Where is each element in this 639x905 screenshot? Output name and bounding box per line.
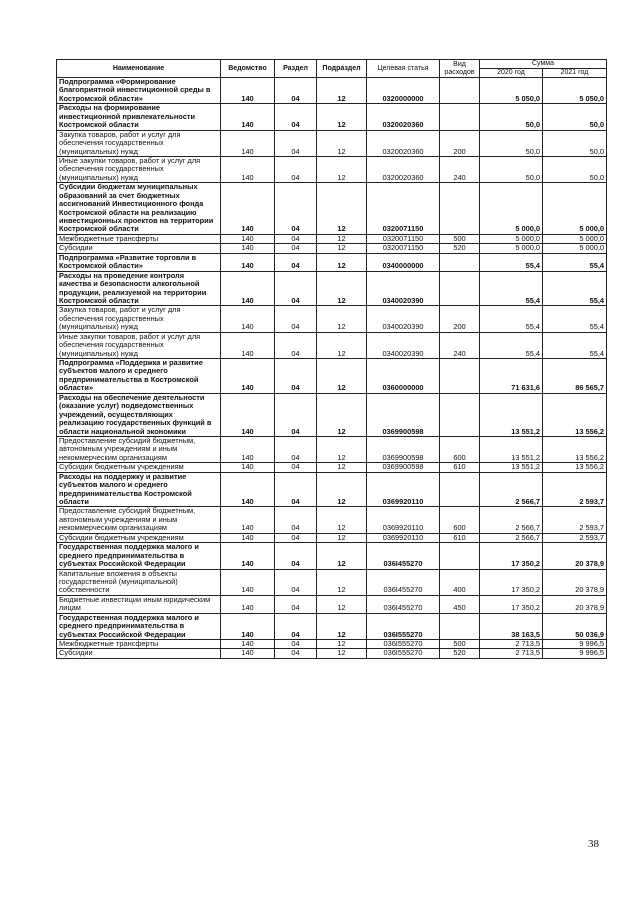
cell-sum-2021: 20 378,9 [543,543,607,569]
table-row [57,104,607,130]
cell-vedomstvo: 140 [221,595,275,613]
cell-podrazdel: 12 [317,507,367,533]
cell-vid: 500 [440,640,480,649]
cell-podrazdel: 12 [317,436,367,462]
cell-target: 0340000000 [367,253,440,271]
cell-vid: 400 [440,569,480,595]
cell-podrazdel: 12 [317,234,367,243]
cell-sum-2020: 55,4 [480,271,543,306]
cell-sum-2021: 2 593,7 [543,507,607,533]
cell-vid [440,543,480,569]
cell-podrazdel: 12 [317,306,367,332]
cell-name: Расходы на формирование инвестиционной привлекательности Костромской области [57,104,221,130]
cell-name: Субсидии бюджетным учреждениям [57,463,221,472]
cell-sum-2020: 5 050,0 [480,78,543,104]
cell-vid [440,393,480,436]
header-2021: 2021 год [543,69,607,78]
cell-target: 036I455270 [367,543,440,569]
cell-razdel: 04 [275,253,317,271]
cell-target: 0369920110 [367,472,440,507]
cell-razdel: 04 [275,183,317,235]
cell-razdel: 04 [275,507,317,533]
cell-target: 0369900598 [367,436,440,462]
cell-podrazdel: 12 [317,104,367,130]
table-row [57,613,607,639]
cell-vedomstvo: 140 [221,533,275,542]
table-header [57,60,607,78]
cell-target: 036I555270 [367,649,440,658]
cell-sum-2020: 2 713,5 [480,649,543,658]
header-name: Наименование [57,60,221,78]
cell-sum-2020: 17 350,2 [480,543,543,569]
cell-name: Иные закупки товаров, работ и услуг для обеспечения государственных (муниципальных) нужд [57,156,221,182]
cell-sum-2021: 50 036,9 [543,613,607,639]
cell-vedomstvo: 140 [221,613,275,639]
cell-vedomstvo: 140 [221,234,275,243]
cell-podrazdel: 12 [317,569,367,595]
cell-vedomstvo: 140 [221,244,275,253]
table-row [57,306,607,332]
cell-podrazdel: 12 [317,649,367,658]
cell-vedomstvo: 140 [221,640,275,649]
cell-vedomstvo: 140 [221,543,275,569]
cell-podrazdel: 12 [317,640,367,649]
cell-sum-2021: 5 000,0 [543,234,607,243]
table-row [57,507,607,533]
table-row [57,253,607,271]
cell-sum-2021: 2 593,7 [543,533,607,542]
cell-vedomstvo: 140 [221,463,275,472]
table-row [57,271,607,306]
cell-sum-2021: 86 565,7 [543,359,607,394]
cell-target: 0320071150 [367,244,440,253]
cell-razdel: 04 [275,104,317,130]
table-row [57,156,607,182]
cell-vid [440,253,480,271]
cell-name: Подпрограмма «Формирование благоприятной инвестиционной среды в Костромской области» [57,78,221,104]
cell-podrazdel: 12 [317,332,367,358]
header-target: Целевая статья [367,60,440,78]
cell-name: Капитальные вложения в объекты государственной (муниципальной) собственности [57,569,221,595]
cell-razdel: 04 [275,436,317,462]
header-vid: Вид расходов [440,60,480,78]
cell-vedomstvo: 140 [221,104,275,130]
cell-name: Иные закупки товаров, работ и услуг для обеспечения государственных (муниципальных) нужд [57,332,221,358]
cell-vid: 520 [440,649,480,658]
cell-target: 0369900598 [367,393,440,436]
cell-target: 036I555270 [367,640,440,649]
cell-podrazdel: 12 [317,156,367,182]
cell-name: Государственная поддержка малого и среднего предпринимательства в субъектах Российской Федерации [57,613,221,639]
cell-razdel: 04 [275,569,317,595]
cell-razdel: 04 [275,640,317,649]
cell-vid: 200 [440,130,480,156]
cell-name: Расходы на проведение контроля качества и безопасности алкогольной продукции, реализуемой на территории Костромской области [57,271,221,306]
cell-sum-2021: 50,0 [543,130,607,156]
table-row [57,183,607,235]
cell-name: Субсидии [57,244,221,253]
cell-vid [440,183,480,235]
cell-razdel: 04 [275,649,317,658]
cell-name: Закупка товаров, работ и услуг для обеспечения государственных (муниципальных) нужд [57,130,221,156]
table-row [57,543,607,569]
cell-name: Закупка товаров, работ и услуг для обеспечения государственных (муниципальных) нужд [57,306,221,332]
cell-name: Субсидии бюджетным учреждениям [57,533,221,542]
cell-target: 036I455270 [367,595,440,613]
cell-target: 0369900598 [367,463,440,472]
table-row [57,393,607,436]
cell-razdel: 04 [275,234,317,243]
cell-name: Расходы на обеспечение деятельности (оказание услуг) подведомственных учреждений, осуществляющих реализацию государственных функций в области национальной экономики [57,393,221,436]
cell-sum-2020: 50,0 [480,156,543,182]
cell-vedomstvo: 140 [221,78,275,104]
cell-razdel: 04 [275,463,317,472]
cell-name: Субсидии [57,649,221,658]
cell-name: Государственная поддержка малого и среднего предпринимательства в субъектах Российской Федерации [57,543,221,569]
cell-sum-2020: 2 566,7 [480,533,543,542]
cell-target: 0320020360 [367,130,440,156]
cell-sum-2021: 9 996,5 [543,649,607,658]
cell-name: Подпрограмма «Развитие торговли в Костромской области» [57,253,221,271]
cell-target: 036I555270 [367,613,440,639]
cell-podrazdel: 12 [317,543,367,569]
cell-name: Предоставление субсидий бюджетным, автономным учреждениям и иным некоммерческим организациям [57,436,221,462]
cell-target: 0320071150 [367,234,440,243]
cell-target: 0320020360 [367,156,440,182]
cell-vedomstvo: 140 [221,271,275,306]
cell-sum-2021: 50,0 [543,104,607,130]
cell-target: 0340020390 [367,306,440,332]
table-row [57,595,607,613]
cell-target: 0320071150 [367,183,440,235]
cell-sum-2020: 17 350,2 [480,595,543,613]
header-podrazdel: Подраздел [317,60,367,78]
cell-vid: 200 [440,306,480,332]
cell-vid [440,359,480,394]
cell-razdel: 04 [275,271,317,306]
cell-name: Межбюджетные трансферты [57,234,221,243]
cell-vid: 600 [440,507,480,533]
cell-razdel: 04 [275,393,317,436]
cell-sum-2020: 55,4 [480,253,543,271]
cell-sum-2020: 55,4 [480,332,543,358]
cell-razdel: 04 [275,156,317,182]
cell-razdel: 04 [275,332,317,358]
cell-razdel: 04 [275,306,317,332]
page-number: 38 [588,838,599,850]
table-row [57,472,607,507]
cell-target: 0320020360 [367,104,440,130]
cell-vedomstvo: 140 [221,393,275,436]
cell-sum-2021: 13 556,2 [543,463,607,472]
cell-sum-2021: 55,4 [543,306,607,332]
cell-sum-2021: 5 000,0 [543,183,607,235]
cell-sum-2020: 55,4 [480,306,543,332]
cell-vid: 450 [440,595,480,613]
cell-razdel: 04 [275,244,317,253]
cell-vid [440,613,480,639]
cell-sum-2021: 55,4 [543,271,607,306]
cell-name: Межбюджетные трансферты [57,640,221,649]
cell-name: Расходы на поддержку и развитие субъектов малого и среднего предпринимательства Костромской области [57,472,221,507]
cell-target: 0369920110 [367,507,440,533]
cell-sum-2021: 55,4 [543,332,607,358]
cell-sum-2020: 13 551,2 [480,393,543,436]
cell-sum-2020: 17 350,2 [480,569,543,595]
cell-podrazdel: 12 [317,78,367,104]
cell-target: 036I455270 [367,569,440,595]
cell-vedomstvo: 140 [221,156,275,182]
header-summa: Сумма [480,60,607,69]
table-row [57,332,607,358]
cell-vedomstvo: 140 [221,332,275,358]
cell-podrazdel: 12 [317,359,367,394]
cell-podrazdel: 12 [317,472,367,507]
cell-vedomstvo: 140 [221,183,275,235]
cell-vid: 500 [440,234,480,243]
cell-vid [440,271,480,306]
cell-sum-2021: 20 378,9 [543,569,607,595]
cell-razdel: 04 [275,78,317,104]
table-row [57,130,607,156]
table-row [57,78,607,104]
cell-target: 0320000000 [367,78,440,104]
cell-podrazdel: 12 [317,271,367,306]
cell-sum-2020: 71 631,6 [480,359,543,394]
cell-vedomstvo: 140 [221,436,275,462]
table-body [57,78,607,659]
cell-sum-2020: 50,0 [480,104,543,130]
cell-name: Подпрограмма «Поддержка и развитие субъектов малого и среднего предпринимательства в Костромской области» [57,359,221,394]
cell-vid: 240 [440,156,480,182]
cell-razdel: 04 [275,595,317,613]
cell-podrazdel: 12 [317,613,367,639]
table-row [57,569,607,595]
cell-vid: 240 [440,332,480,358]
cell-sum-2021: 2 593,7 [543,472,607,507]
cell-sum-2020: 5 000,0 [480,183,543,235]
cell-sum-2021: 20 378,9 [543,595,607,613]
cell-podrazdel: 12 [317,183,367,235]
cell-vedomstvo: 140 [221,507,275,533]
cell-podrazdel: 12 [317,244,367,253]
cell-name: Субсидии бюджетам муниципальных образований за счет бюджетных ассигнований Инвестиционного фонда Костромской области на реализацию инвестиционных проектов на территории Костромской области [57,183,221,235]
cell-sum-2020: 2 566,7 [480,472,543,507]
cell-vedomstvo: 140 [221,306,275,332]
cell-target: 0340020390 [367,332,440,358]
cell-vid: 610 [440,463,480,472]
cell-sum-2021: 13 556,2 [543,436,607,462]
cell-vid: 600 [440,436,480,462]
cell-razdel: 04 [275,472,317,507]
header-2020: 2020 год [480,69,543,78]
cell-sum-2021: 55,4 [543,253,607,271]
table-row [57,234,607,243]
cell-vid [440,472,480,507]
table-row [57,649,607,658]
cell-vedomstvo: 140 [221,359,275,394]
cell-vid: 520 [440,244,480,253]
cell-podrazdel: 12 [317,253,367,271]
cell-sum-2020: 2 713,5 [480,640,543,649]
cell-razdel: 04 [275,130,317,156]
cell-razdel: 04 [275,359,317,394]
cell-vedomstvo: 140 [221,253,275,271]
table-row [57,436,607,462]
cell-sum-2020: 13 551,2 [480,463,543,472]
header-razdel: Раздел [275,60,317,78]
cell-podrazdel: 12 [317,595,367,613]
cell-sum-2020: 5 000,0 [480,244,543,253]
table-row [57,463,607,472]
cell-name: Бюджетные инвестиции иным юридическим лицам [57,595,221,613]
table-row [57,640,607,649]
cell-podrazdel: 12 [317,533,367,542]
cell-vid [440,104,480,130]
cell-sum-2021: 50,0 [543,156,607,182]
cell-vid [440,78,480,104]
header-vedomstvo: Ведомство [221,60,275,78]
cell-sum-2020: 13 551,2 [480,436,543,462]
cell-name: Предоставление субсидий бюджетным, автономным учреждениям и иным некоммерческим организациям [57,507,221,533]
cell-sum-2021: 5 000,0 [543,244,607,253]
cell-sum-2020: 2 566,7 [480,507,543,533]
cell-vedomstvo: 140 [221,130,275,156]
cell-vedomstvo: 140 [221,649,275,658]
table-row [57,244,607,253]
cell-sum-2020: 5 000,0 [480,234,543,243]
cell-podrazdel: 12 [317,393,367,436]
cell-target: 0340020390 [367,271,440,306]
cell-podrazdel: 12 [317,463,367,472]
cell-sum-2021: 13 556,2 [543,393,607,436]
cell-sum-2020: 38 163,5 [480,613,543,639]
cell-target: 0360000000 [367,359,440,394]
cell-sum-2021: 5 050,0 [543,78,607,104]
budget-table [56,59,607,659]
cell-sum-2020: 50,0 [480,130,543,156]
table-row [57,359,607,394]
cell-target: 0369920110 [367,533,440,542]
cell-sum-2021: 9 996,5 [543,640,607,649]
cell-razdel: 04 [275,543,317,569]
cell-vedomstvo: 140 [221,472,275,507]
cell-vedomstvo: 140 [221,569,275,595]
table-row [57,533,607,542]
cell-vid: 610 [440,533,480,542]
cell-razdel: 04 [275,613,317,639]
cell-razdel: 04 [275,533,317,542]
cell-podrazdel: 12 [317,130,367,156]
